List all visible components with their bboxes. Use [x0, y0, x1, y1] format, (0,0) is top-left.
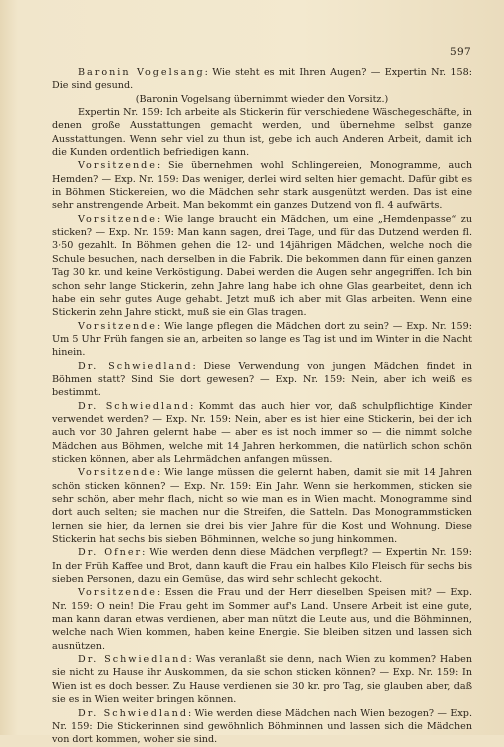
page-number: 597	[450, 46, 471, 58]
speaker-name: Vorsitzende	[78, 213, 157, 225]
paragraph	[52, 159, 472, 212]
paragraph-text: Expertin Nr. 159: Ich arbeite als Stickerin für verschiedene Wäschegeschäfte, in denen große Ausstattungen gemacht werden, und übernehme selbst ganze Ausstattungen. Wenn sehr viel zu thun ist, gebe ich auch Anderen Arbeit, damit ich die Kunden ordentlich befriedigen kann.	[52, 107, 472, 159]
paragraph-text: : Essen die Frau und der Herr dieselben Speisen mit? — Exp. Nr. 159: O nein! Die Frau geht im Sommer auf's Land. Unsere Arbeit ist eine gute, man kann daran etwas verdienen, aber man nützt die Leute aus, und die Böhminnen, welche nach Wien kommen, haben keine Energie. Sie bleiben sitzen und lassen sich ausnützen.	[52, 587, 472, 652]
paragraph-text: : Wie lange müssen die gelernt haben, damit sie mit 14 Jahren schön sticken können? — Exp. Nr. 159: Ein Jahr. Wenn sie herkommen, sticken sie sehr schön, aber mehr flach, nicht so wie man es in Wien macht. Monogramme sind dort auch selten; sie machen nur die Streifen, die Satteln. Das Monogrammsticken lernen sie hier, da lernen sie drei bis vier Jahre für die Kost und Wohnung. Diese Stickerin hat sechs bis sieben Böhminnen, welche so jung hinkommen.	[52, 467, 472, 546]
paragraph	[52, 106, 472, 159]
speaker-name: Vorsitzende	[78, 320, 157, 332]
paragraph	[52, 707, 472, 747]
paragraph	[52, 213, 472, 320]
paragraph	[52, 320, 472, 360]
speaker-name: Vorsitzende	[78, 467, 157, 479]
paragraph	[52, 653, 472, 706]
paragraph-text: : Wie steht es mit Ihren Augen? — Expertin Nr. 158: Die sind gesund.	[52, 67, 472, 92]
speaker-name: Dr. Schwiedland	[78, 400, 191, 412]
paragraph	[52, 66, 472, 93]
paragraph	[52, 586, 472, 653]
paragraph-text: : Sie übernehmen wohl Schlingereien, Monogramme, auch Hemden? — Exp. Nr. 159: Das weniger, derlei wird selten hier gemacht. Dafür gibt es in Böhmen Stickereien, wo die Mädchen sehr stark ausgenützt werden. Das ist eine sehr anstrengende Arbeit. Man bekommt ein ganzes Dutzend von fl. 4 aufwärts.	[52, 160, 472, 212]
paragraph-text: : Wie lange braucht ein Mädchen, um eine „Hemdenpasse“ zu sticken? — Exp. Nr. 159: Man kann sagen, drei Tage, und für das Dutzend werden fl. 3·50 gezahlt. In Böhmen gehen die 12- und 14jährigen Mädchen, welche noch die Schule besuchen, nach derselben in die Fabrik. Die bekommen dann für einen ganzen Tag 30 kr. und keine Verköstigung. Dabei werden die Augen sehr angegriffen. Ich bin schon sehr lange Stickerin, zehn Jahre lang habe ich ohne Glas gearbeitet, denn ich habe ein sehr gutes Auge gehabt. Jetzt muß ich aber mit Glas arbeiten. Wenn eine Stickerin zehn Jahre stickt, muß sie ein Glas tragen.	[52, 213, 472, 319]
paragraph	[52, 360, 472, 400]
speaker-name: Dr. Schwiedland	[78, 654, 189, 666]
paragraph-text: : Wie werden denn diese Mädchen verpflegt? — Expertin Nr. 159: In der Früh Kaffee und Brot, dann kauft die Frau ein halbes Kilo Fleisch für sechs bis sieben Personen, dazu ein Gemüse, das wird sehr schlecht gekocht.	[52, 547, 472, 586]
paragraph	[52, 466, 472, 546]
paragraph	[52, 93, 472, 106]
speaker-name: Vorsitzende	[78, 587, 157, 599]
paragraph-text: : Wie lange pflegen die Mädchen dort zu sein? — Exp. Nr. 159: Um 5 Uhr Früh fangen sie an, arbeiten so lange es Tag ist und im Winter in die Nacht hinein.	[52, 320, 472, 359]
body-text	[52, 66, 472, 747]
paragraph-text: : Diese Verwendung von jungen Mädchen findet in Böhmen statt? Sind Sie dort gewesen? — Exp. Nr. 159: Nein, aber ich weiß es bestimmt.	[52, 360, 473, 399]
paragraph-text: : Was veranlaßt sie denn, nach Wien zu kommen? Haben sie nicht zu Hause ihr Auskommen, da sie schon sticken können? — Exp. Nr. 159: In Wien ist es doch besser. Zu Hause verdienen sie 30 kr. pro Tag, sie glauben aber, daß sie es in Wien weiter bringen können.	[52, 654, 472, 706]
paragraph-text: (Baronin Vogelsang übernimmt wieder den Vorsitz.)	[135, 93, 389, 105]
paragraph-text: : Kommt das auch hier vor, daß schulpflichtige Kinder verwendet werden? — Exp. Nr. 159: Nein, aber es ist hier eine Stickerin, bei der ich auch vor 30 Jahren gelernt habe — aber es ist noch immer so — die nimmt solche Mädchen aus Böhmen, welche mit 14 Jahren herkommen, die natürlich schon schön sticken können, aber als Lehrmädchen anfangen müssen.	[52, 400, 472, 465]
speaker-name: Dr. Schwiedland	[78, 707, 188, 719]
paragraph	[52, 400, 472, 467]
speaker-name: Dr. Schwiedland	[78, 360, 193, 372]
paragraph	[52, 546, 472, 586]
speaker-name: Baronin Vogelsang	[78, 67, 205, 78]
speaker-name: Vorsitzende	[78, 160, 157, 172]
speaker-name: Dr. Ofner	[78, 547, 143, 559]
paragraph-text: : Wie werden diese Mädchen nach Wien bezogen? — Exp. Nr. 159: Die Stickerinnen sind gewöhnlich Böhminnen und lassen sich die Mädchen von dort kommen, woher sie sind.	[52, 707, 472, 746]
